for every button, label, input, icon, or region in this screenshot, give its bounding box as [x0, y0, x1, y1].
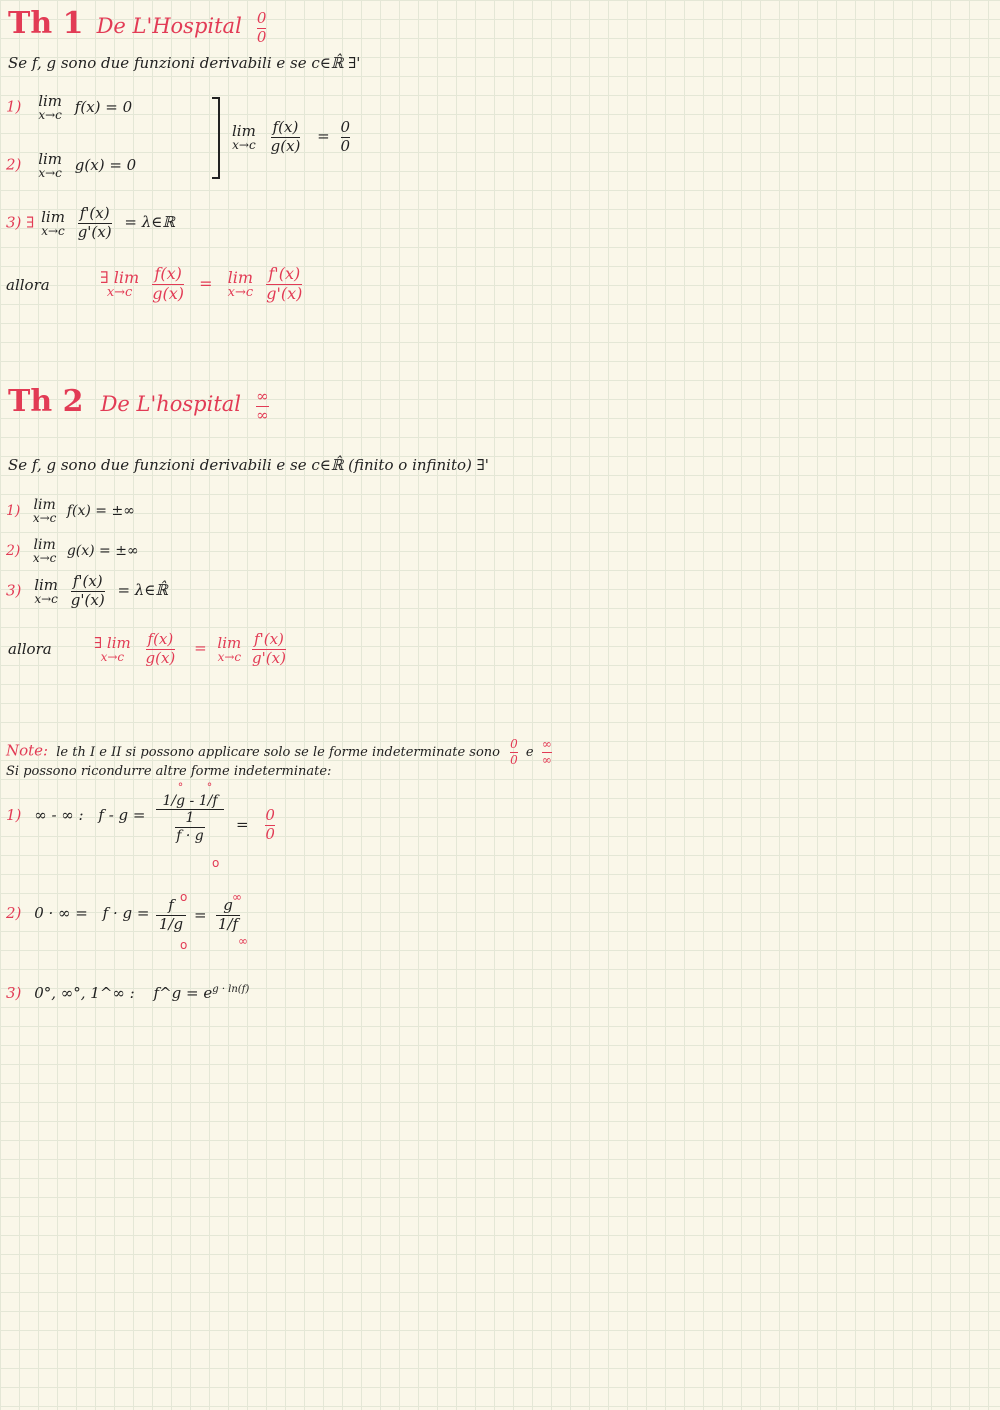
form-2-b-den-mark: ∞ — [238, 934, 248, 948]
denominator: g'(x) — [266, 283, 303, 303]
numerator: f(x) — [272, 118, 299, 136]
th2-c3-limit — [34, 575, 59, 606]
form-3-label — [6, 984, 249, 1002]
exists-lim: ∃ lim — [100, 267, 140, 287]
and-word: e — [525, 744, 534, 760]
note-text: le th I e II si possono applicare solo se le forme indeterminate sono — [56, 744, 500, 760]
th2-form-fraction — [256, 389, 269, 424]
th1-concl-lim2 — [227, 267, 254, 300]
th2-c3-fraction — [71, 574, 105, 609]
equals-sign: = — [236, 815, 249, 834]
th1-c1-limit — [38, 94, 62, 121]
denominator: g(x) — [145, 648, 176, 667]
th2-allora: allora — [8, 640, 52, 658]
lim-subscript: x→c — [32, 511, 57, 525]
th1-c2-limit — [38, 152, 62, 179]
th1-c2-expr: g(x) = 0 — [74, 155, 137, 174]
lim-subscript: x→c — [227, 284, 254, 300]
th1-c1-number: 1) — [6, 97, 22, 116]
th1-concl-fraction — [152, 266, 184, 303]
th1-conclusion — [100, 266, 302, 303]
th2-c1-number: 1) — [6, 503, 21, 519]
th2-condition-1 — [6, 498, 135, 524]
th2-name: De L'hospital — [100, 392, 241, 416]
th1-c3-fraction — [78, 206, 112, 241]
numerator: f — [168, 896, 174, 914]
form-1-big-fraction — [156, 782, 224, 844]
denominator: 0 — [510, 752, 518, 767]
th2-title — [8, 384, 269, 424]
lim-subscript: x→c — [38, 166, 62, 180]
th2-concl-fraction — [146, 632, 176, 667]
lim-subscript: x→c — [32, 551, 57, 565]
denominator: g(x) — [152, 283, 185, 303]
th2-concl-fraction2 — [252, 632, 286, 667]
th1-form-den: 0 — [256, 28, 267, 46]
numerator: f'(x) — [79, 204, 110, 222]
numerator: f(x) — [147, 630, 174, 648]
th1-c3-limit — [41, 207, 65, 238]
form-2-label — [6, 904, 149, 922]
form-2-equals: = — [194, 906, 207, 924]
th1-label: Th 1 — [8, 6, 84, 41]
lim-subscript: x→c — [38, 108, 62, 122]
form-1-lhs: f - g = — [98, 806, 146, 824]
th2-c1-limit — [33, 498, 57, 524]
th2-concl-lim — [94, 633, 131, 664]
th1-form-fraction — [257, 11, 267, 46]
numerator: f'(x) — [268, 264, 301, 283]
denominator: g'(x) — [70, 590, 105, 609]
th2-condition-3 — [6, 574, 168, 609]
form-3-number: 3) — [6, 984, 22, 1002]
denominator-den: f · g — [176, 827, 204, 844]
th2-label: Th 2 — [8, 384, 84, 419]
form-3-name: 0°, ∞°, 1^∞ : — [34, 984, 135, 1002]
form-1-result — [236, 808, 275, 843]
form-1-label — [6, 806, 146, 824]
lim-subscript: x→c — [41, 223, 65, 238]
numerator: f(x) — [154, 264, 182, 283]
form-2-a-den-mark: o — [180, 938, 188, 952]
denominator: 0 — [265, 824, 275, 843]
denominator: g'(x) — [77, 222, 112, 241]
th2-c3-result: = λ∈ℝ̂ — [117, 581, 168, 600]
th2-form-num: ∞ — [256, 387, 269, 406]
numerator: g — [223, 896, 233, 914]
denominator: ∞ — [541, 752, 552, 767]
lim-word: lim — [227, 267, 254, 287]
lim-subscript: x→c — [217, 649, 242, 664]
form-2-number: 2) — [6, 904, 22, 922]
th2-hypothesis: Se f, g sono due funzioni derivabili e se c∈ℝ̂ (finito o infinito) ∃' — [8, 456, 489, 474]
form-1-top-marks: ° ° — [177, 781, 223, 794]
th1-concl-fraction2 — [266, 266, 302, 303]
form-2-a-num-mark: o — [180, 890, 188, 904]
th2-c1-expr: f(x) = ±∞ — [66, 503, 135, 519]
th1-br-result — [341, 120, 351, 155]
th2-c3-number: 3) — [6, 581, 22, 600]
th1-c3-number: 3) ∃ — [6, 213, 35, 232]
th2-form-den: ∞ — [256, 406, 269, 424]
numerator: ∞ — [541, 737, 552, 751]
denominator: g(x) — [270, 136, 301, 155]
numerator: 1/g - 1/f — [162, 792, 218, 809]
equals-sign: = — [199, 273, 213, 293]
form-2-lhs: f · g = — [102, 904, 150, 922]
th1-condition-3 — [6, 206, 175, 241]
numerator: 0 — [265, 806, 275, 824]
form-1-bottom-mark: o — [212, 856, 220, 870]
th1-hypothesis: Se f, g sono due funzioni derivabili e se c∈ℝ̂ ∃' — [8, 54, 361, 72]
th1-condition-1 — [6, 94, 132, 121]
lim-word: lim — [34, 575, 59, 594]
th1-concl-lim — [100, 267, 140, 300]
lim-subscript: x→c — [232, 137, 256, 152]
note-line-2: Si possono ricondurre altre forme indeterminate: — [6, 764, 332, 779]
lim-word: lim — [38, 92, 63, 110]
th2-concl-lim2 — [217, 633, 242, 664]
form-3-base: f^g = e — [153, 984, 213, 1002]
form-2-name: 0 · ∞ = — [34, 904, 88, 922]
form-1-result-fraction — [265, 808, 275, 843]
form-1-number: 1) — [6, 806, 22, 824]
th1-br-fraction — [271, 120, 301, 155]
th1-title — [8, 6, 266, 46]
numerator: 0 — [340, 118, 351, 136]
numerator: f'(x) — [72, 572, 103, 590]
th2-conclusion — [94, 632, 286, 667]
th1-allora: allora — [6, 276, 50, 294]
th1-form-num: 0 — [256, 9, 267, 28]
note-form-inf-inf — [542, 738, 552, 766]
th1-condition-2 — [6, 152, 136, 179]
note-line-1 — [6, 738, 552, 766]
lim-word: lim — [38, 150, 63, 168]
th1-bracket-limit — [232, 120, 350, 155]
lim-word: lim — [33, 537, 56, 553]
th1-br-lim — [232, 121, 256, 152]
form-1-fraction — [156, 782, 224, 844]
denominator: 1/f — [217, 914, 239, 933]
lim-word: lim — [41, 207, 65, 226]
th1-c1-expr: f(x) = 0 — [74, 97, 133, 116]
denominator: 0 — [340, 136, 351, 155]
form-2-b-num-mark: ∞ — [232, 890, 242, 904]
note-label: Note: — [6, 741, 49, 760]
denominator-num: 1 — [185, 810, 195, 827]
lim-word: lim — [33, 497, 56, 513]
lim-word: lim — [232, 121, 256, 140]
th1-name: De L'Hospital — [96, 14, 242, 38]
lim-subscript: x→c — [100, 649, 125, 664]
lim-subscript: x→c — [34, 591, 58, 606]
denominator: 1/g — [158, 914, 184, 933]
exists-lim: ∃ lim — [94, 633, 131, 652]
denominator: g'(x) — [252, 648, 286, 667]
th1-bracket — [212, 97, 220, 179]
th2-c2-number: 2) — [6, 543, 21, 559]
th2-c2-expr: g(x) = ±∞ — [66, 543, 139, 559]
lim-word: lim — [217, 633, 242, 652]
equals-sign: = — [317, 127, 330, 146]
form-1-name: ∞ - ∞ : — [34, 806, 84, 824]
numerator: 0 — [510, 737, 518, 751]
note-form-0-0 — [510, 738, 518, 766]
th2-condition-2 — [6, 538, 139, 564]
numerator: f'(x) — [254, 630, 284, 648]
lim-subscript: x→c — [106, 284, 133, 300]
th1-c2-number: 2) — [6, 155, 22, 174]
th2-c2-limit — [33, 538, 57, 564]
equals-sign: = — [194, 639, 207, 658]
th1-c3-result: = λ∈ℝ — [124, 213, 175, 232]
form-3-exponent: g · ln(f) — [212, 984, 250, 995]
